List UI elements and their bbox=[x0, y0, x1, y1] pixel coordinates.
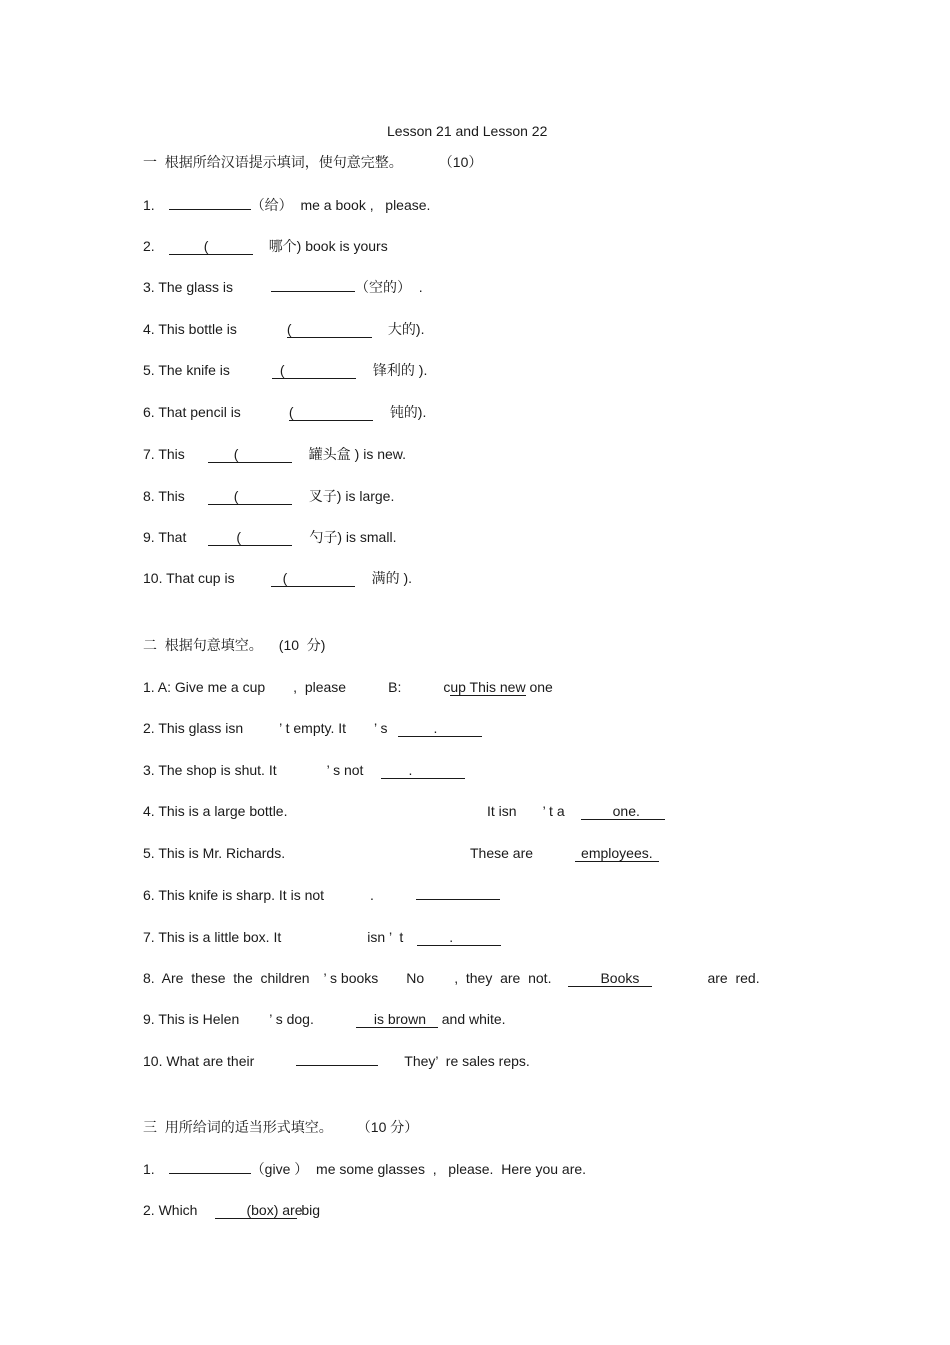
s2-text: one bbox=[525, 679, 553, 695]
s2-blank-9[interactable] bbox=[356, 1011, 438, 1028]
s3-blank-1[interactable] bbox=[169, 1173, 251, 1174]
s2-item-6 bbox=[143, 886, 500, 904]
s1-item-text: （给） me a book , please. bbox=[250, 197, 431, 213]
s1-blank-10[interactable] bbox=[271, 570, 355, 587]
s1-item-7 bbox=[143, 445, 406, 463]
s1-item-num: 9. bbox=[143, 529, 155, 545]
s2-text: , they are not. bbox=[454, 970, 552, 986]
s2-text: 2. This glass isn bbox=[143, 720, 244, 736]
s1-item-before: That cup is bbox=[166, 570, 235, 586]
section2-heading-text: 二 根据句意填空。 bbox=[143, 637, 263, 653]
s2-item-4-b bbox=[487, 802, 665, 820]
s2-text: 3. The shop is shut. It bbox=[143, 762, 277, 778]
s2-text: 6. This knife is sharp. It is not bbox=[143, 887, 325, 903]
s1-item-text: 勺子) is small. bbox=[309, 529, 397, 545]
s2-text: isn ’ t bbox=[367, 929, 404, 945]
s1-item-1 bbox=[143, 196, 430, 214]
s1-item-before: This bottle is bbox=[158, 321, 237, 337]
s2-text: These are bbox=[470, 845, 534, 861]
s1-item-text: 满的 ). bbox=[371, 570, 413, 586]
s1-item-num: 5. bbox=[143, 362, 155, 378]
s1-item-text: 大的). bbox=[387, 321, 425, 337]
s1-blank-8[interactable] bbox=[208, 488, 292, 505]
s2-text: . bbox=[370, 887, 374, 903]
s2-blank-7[interactable] bbox=[417, 929, 501, 946]
s2-text: No bbox=[406, 970, 425, 986]
s1-item-num: 8. bbox=[143, 488, 155, 504]
s3-item-text: （give ） me some glasses , please. Here you are. bbox=[250, 1161, 587, 1177]
s1-item-5 bbox=[143, 361, 427, 379]
s2-item-3 bbox=[143, 761, 465, 779]
s2-text: 9. This is Helen bbox=[143, 1011, 240, 1027]
s2-text: B: bbox=[388, 679, 402, 695]
s2-text: ’ t a bbox=[542, 803, 565, 819]
s2-text: ’ s not bbox=[326, 762, 364, 778]
s1-blank-9[interactable] bbox=[208, 529, 292, 546]
s2-text: c bbox=[443, 679, 451, 695]
s2-text: 7. This is a little box. It bbox=[143, 929, 282, 945]
s1-item-2 bbox=[143, 237, 388, 255]
s2-text: ’ s dog. bbox=[269, 1011, 314, 1027]
s2-text: 10. What are their bbox=[143, 1053, 255, 1069]
s1-blank-paren: ( bbox=[279, 362, 285, 378]
s2-text: They’ re sales reps. bbox=[404, 1053, 530, 1069]
section1-heading-text: 一 根据所给汉语提示填词，使句意完整。 bbox=[143, 154, 403, 170]
s3-blank-2[interactable] bbox=[215, 1202, 303, 1219]
s2-blank-1[interactable]: up This new bbox=[450, 679, 526, 695]
s1-item-text: 罐头盒 ) is new. bbox=[308, 446, 407, 462]
page-title: Lesson 21 and Lesson 22 bbox=[387, 123, 548, 139]
s2-blank-6[interactable] bbox=[416, 899, 500, 900]
s2-item-2 bbox=[143, 719, 482, 737]
s2-text: and white. bbox=[437, 1011, 506, 1027]
s2-blank-text: Books bbox=[600, 970, 640, 986]
s2-item-1 bbox=[143, 678, 553, 696]
s2-text: 5. This is Mr. Richards. bbox=[143, 845, 286, 861]
s1-item-num: 6. bbox=[143, 404, 155, 420]
s1-item-num: 7. bbox=[143, 446, 155, 462]
section3-score: （10 分） bbox=[356, 1119, 419, 1135]
s2-blank-5[interactable] bbox=[575, 845, 659, 862]
section3-heading-text: 三 用所给词的适当形式填空。 bbox=[143, 1119, 333, 1135]
s1-item-text: （空的） . bbox=[355, 279, 423, 295]
s1-item-text: 哪个) book is yours bbox=[268, 238, 388, 254]
s1-blank-6[interactable] bbox=[289, 404, 373, 421]
s1-item-6 bbox=[143, 403, 426, 421]
s1-blank-1[interactable] bbox=[169, 209, 251, 210]
s2-text: , please bbox=[293, 679, 347, 695]
s1-blank-paren: ( bbox=[203, 238, 209, 254]
s1-blank-paren: ( bbox=[233, 446, 239, 462]
s1-item-9 bbox=[143, 528, 396, 546]
s3-item-num: 1. bbox=[143, 1161, 155, 1177]
s2-item-4 bbox=[143, 802, 287, 820]
s1-item-before: That pencil is bbox=[158, 404, 241, 420]
s2-item-9 bbox=[143, 1010, 506, 1028]
s2-text: ’ s books bbox=[323, 970, 379, 986]
section2-heading bbox=[143, 636, 325, 654]
s1-item-num: 1. bbox=[143, 197, 155, 213]
s1-item-text: 锋利的 ). bbox=[372, 362, 428, 378]
s3-item-1 bbox=[143, 1160, 586, 1178]
s1-blank-5[interactable] bbox=[272, 362, 356, 379]
s2-blank-text: . bbox=[433, 720, 438, 736]
s2-item-8 bbox=[143, 969, 760, 987]
section1-heading bbox=[143, 153, 482, 171]
s1-blank-2[interactable] bbox=[169, 238, 253, 255]
s1-blank-paren: ( bbox=[288, 404, 294, 420]
s2-item-5-b bbox=[470, 844, 659, 862]
s3-item-2 bbox=[143, 1201, 320, 1219]
s2-blank-text: . bbox=[408, 762, 413, 778]
s1-item-before: That bbox=[158, 529, 187, 545]
s2-blank-text: . bbox=[449, 929, 454, 945]
s1-blank-3[interactable] bbox=[271, 291, 355, 292]
s2-blank-10[interactable] bbox=[296, 1065, 378, 1066]
s2-text: It isn bbox=[487, 803, 517, 819]
s2-blank-text: is brown bbox=[373, 1011, 426, 1027]
s2-text: 1. A: Give me a cup bbox=[143, 679, 266, 695]
section1-score: （10） bbox=[438, 154, 483, 170]
s1-item-before: This bbox=[158, 446, 185, 462]
s1-blank-paren: ( bbox=[282, 570, 288, 586]
s1-item-text: 钝的). bbox=[389, 404, 427, 420]
s2-blank-4[interactable] bbox=[581, 803, 665, 820]
s1-blank-4[interactable] bbox=[287, 321, 372, 338]
section2-score: (10 分) bbox=[278, 637, 326, 653]
s2-blank-text: employees. bbox=[581, 845, 653, 861]
s1-item-3 bbox=[143, 278, 423, 296]
s2-text: 8. Are these the children bbox=[143, 970, 310, 986]
s1-item-10 bbox=[143, 569, 412, 587]
s2-item-5 bbox=[143, 844, 285, 862]
section3-heading bbox=[143, 1118, 418, 1136]
s1-item-num: 2. bbox=[143, 238, 155, 254]
s1-item-text: 叉子) is large. bbox=[308, 488, 395, 504]
s3-item-text: big bbox=[297, 1202, 321, 1218]
s1-item-num: 10. bbox=[143, 570, 163, 586]
s2-item-7 bbox=[143, 928, 501, 946]
s3-item-num: 2. Which bbox=[143, 1202, 198, 1218]
s1-blank-paren: ( bbox=[236, 529, 242, 545]
s1-item-before: The knife is bbox=[158, 362, 230, 378]
s1-item-8 bbox=[143, 487, 394, 505]
s2-blank-3[interactable] bbox=[381, 762, 465, 779]
s2-blank-text: one. bbox=[612, 803, 640, 819]
s1-item-before: The glass is bbox=[158, 279, 234, 295]
s2-blank-2[interactable] bbox=[398, 720, 482, 737]
s1-item-num: 3. bbox=[143, 279, 155, 295]
s1-blank-paren: ( bbox=[286, 321, 292, 337]
s2-text: ’ t empty. It bbox=[279, 720, 347, 736]
s3-blank-text: (box) are bbox=[246, 1202, 303, 1218]
s2-text: are red. bbox=[707, 970, 760, 986]
s1-item-num: 4. bbox=[143, 321, 155, 337]
s1-item-4 bbox=[143, 320, 424, 338]
s1-blank-paren: ( bbox=[233, 488, 239, 504]
s2-item-10 bbox=[143, 1052, 530, 1070]
s2-blank-8[interactable] bbox=[568, 970, 652, 987]
s2-text: 4. This is a large bottle. bbox=[143, 803, 288, 819]
s1-item-before: This bbox=[158, 488, 185, 504]
s2-text: ’ s bbox=[374, 720, 388, 736]
s1-blank-7[interactable] bbox=[208, 446, 292, 463]
